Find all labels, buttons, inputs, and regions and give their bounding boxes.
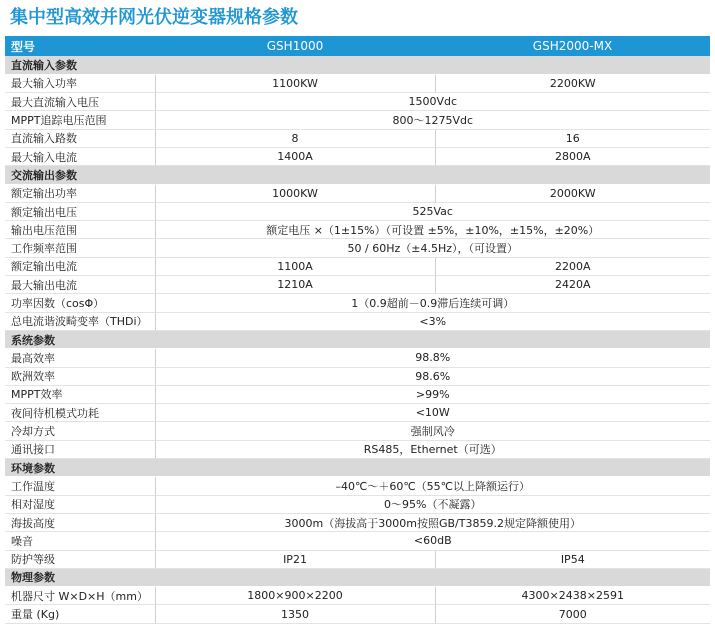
row-label: 额定输出电压 — [5, 202, 155, 220]
row-value-gsh1000: 1800×900×2200 — [155, 587, 435, 605]
row-label: 工作频率范围 — [5, 239, 155, 257]
section-title: 直流输入参数 — [5, 56, 710, 74]
row-label: 夜间待机模式功耗 — [5, 404, 155, 422]
row-label: MPPT追踪电压范围 — [5, 111, 155, 129]
row-label: 通讯接口 — [5, 440, 155, 458]
row-label: 最大输入功率 — [5, 74, 155, 92]
row-value-gsh1000: 1000KW — [155, 184, 435, 202]
row-value-gsh2000: 4300×2438×2591 — [435, 587, 710, 605]
row-value-shared: 1500Vdc — [155, 93, 710, 111]
table-row — [5, 587, 710, 605]
row-value-shared: 额定电压 ×（1±15%）（可设置 ±5%，±10%，±15%，±20%） — [155, 221, 710, 239]
row-value-gsh2000: 2200KW — [435, 74, 710, 92]
row-label: 最高效率 — [5, 349, 155, 367]
table-row — [5, 605, 710, 623]
row-value-gsh2000: 2420A — [435, 276, 710, 294]
row-label: 额定输出电流 — [5, 257, 155, 275]
row-value-gsh1000: 1100A — [155, 257, 435, 275]
row-value-shared: RS485，Ethernet（可选） — [155, 440, 710, 458]
table-row — [5, 74, 710, 92]
row-value-shared: <3% — [155, 312, 710, 330]
section-header-row — [5, 56, 710, 74]
table-row — [5, 550, 710, 568]
table-row — [5, 404, 710, 422]
header-model-gsh2000: GSH2000-MX — [435, 36, 710, 56]
row-value-gsh2000: 2000KW — [435, 184, 710, 202]
header-model-label: 型号 — [5, 36, 155, 56]
row-label: 冷却方式 — [5, 422, 155, 440]
row-value-shared: 1（0.9超前－0.9滞后连续可调） — [155, 294, 710, 312]
table-row — [5, 367, 710, 385]
row-label: 输出电压范围 — [5, 221, 155, 239]
section-header-row — [5, 166, 710, 184]
table-row — [5, 349, 710, 367]
row-label: 工作温度 — [5, 477, 155, 495]
row-value-gsh1000: 1210A — [155, 276, 435, 294]
table-row — [5, 385, 710, 403]
row-label: 机器尺寸 W×D×H（mm） — [5, 587, 155, 605]
table-row — [5, 422, 710, 440]
row-value-shared: 0～95%（不凝露） — [155, 495, 710, 513]
table-row — [5, 294, 710, 312]
section-title: 环境参数 — [5, 459, 710, 477]
table-header-row — [5, 36, 710, 56]
table-row — [5, 257, 710, 275]
row-label: MPPT效率 — [5, 385, 155, 403]
row-label: 防护等级 — [5, 550, 155, 568]
row-value-gsh1000: 1400A — [155, 147, 435, 165]
row-value-shared: 800～1275Vdc — [155, 111, 710, 129]
table-row — [5, 477, 710, 495]
row-label: 直流输入路数 — [5, 129, 155, 147]
row-label: 额定输出功率 — [5, 184, 155, 202]
table-row — [5, 239, 710, 257]
table-row — [5, 184, 710, 202]
row-value-shared: 98.6% — [155, 367, 710, 385]
row-label: 最大直流输入电压 — [5, 93, 155, 111]
row-value-shared: 强制风冷 — [155, 422, 710, 440]
row-value-gsh1000: IP21 — [155, 550, 435, 568]
table-row — [5, 147, 710, 165]
row-value-gsh1000: 1350 — [155, 605, 435, 623]
table-row — [5, 513, 710, 531]
row-value-gsh1000: 8 — [155, 129, 435, 147]
row-label: 重量 (Kg) — [5, 605, 155, 623]
table-row — [5, 202, 710, 220]
row-label: 欧洲效率 — [5, 367, 155, 385]
row-label: 最大输出电流 — [5, 276, 155, 294]
row-value-shared: 3000m（海拔高于3000m按照GB/T3859.2规定降额使用） — [155, 513, 710, 531]
row-value-shared: >99% — [155, 385, 710, 403]
section-header-row — [5, 459, 710, 477]
section-header-row — [5, 568, 710, 586]
table-row — [5, 495, 710, 513]
table-row — [5, 276, 710, 294]
section-header-row — [5, 330, 710, 348]
row-value-gsh2000: 7000 — [435, 605, 710, 623]
row-value-shared: <10W — [155, 404, 710, 422]
row-value-gsh2000: 16 — [435, 129, 710, 147]
table-row — [5, 440, 710, 458]
row-label: 相对湿度 — [5, 495, 155, 513]
section-title: 交流输出参数 — [5, 166, 710, 184]
section-title: 系统参数 — [5, 330, 710, 348]
table-row — [5, 221, 710, 239]
page-title: 集中型高效并网光伏逆变器规格参数 — [10, 7, 298, 28]
row-value-shared: 98.8% — [155, 349, 710, 367]
row-value-shared: 525Vac — [155, 202, 710, 220]
table-row — [5, 129, 710, 147]
row-label: 海拔高度 — [5, 513, 155, 531]
row-value-shared: –40℃～＋60℃（55℃以上降额运行） — [155, 477, 710, 495]
row-value-shared: 50 / 60Hz（±4.5Hz），（可设置） — [155, 239, 710, 257]
row-label: 总电流谐波畸变率（THDi） — [5, 312, 155, 330]
section-title: 物理参数 — [5, 568, 710, 586]
row-value-gsh1000: 1100KW — [155, 74, 435, 92]
spec-table — [5, 36, 710, 624]
header-model-gsh1000: GSH1000 — [155, 36, 435, 56]
row-value-gsh2000: 2800A — [435, 147, 710, 165]
table-row — [5, 111, 710, 129]
row-value-gsh2000: 2200A — [435, 257, 710, 275]
row-label: 最大输入电流 — [5, 147, 155, 165]
spec-table-body — [5, 56, 710, 623]
table-row — [5, 93, 710, 111]
row-label: 噪音 — [5, 532, 155, 550]
row-label: 功率因数（cosΦ） — [5, 294, 155, 312]
table-row — [5, 532, 710, 550]
row-value-gsh2000: IP54 — [435, 550, 710, 568]
row-value-shared: <60dB — [155, 532, 710, 550]
table-row — [5, 312, 710, 330]
